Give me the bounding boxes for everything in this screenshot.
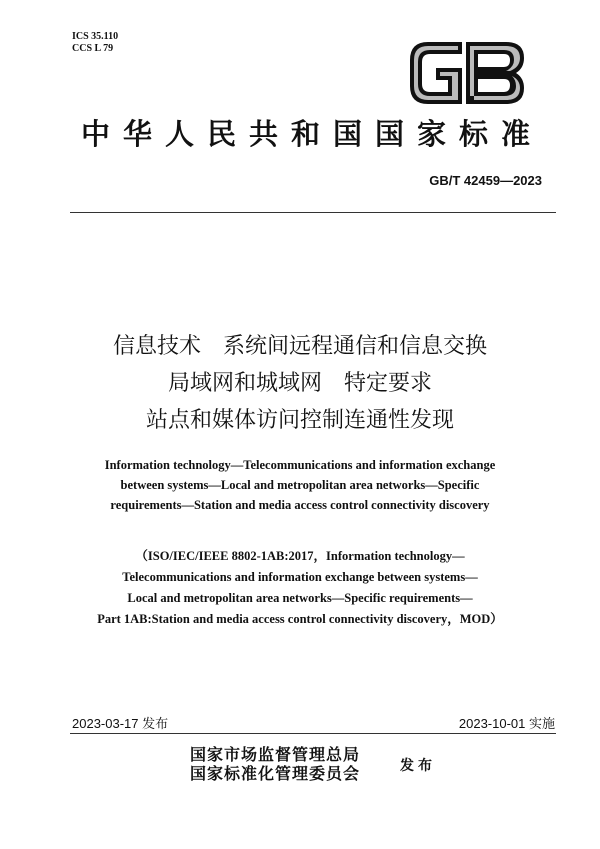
ccs-code: CCS L 79 (72, 43, 114, 54)
ics-code: ICS 35.110 (72, 31, 119, 42)
title-english (0, 455, 600, 515)
title-cn-line: 局域网和城域网 特定要求 (167, 371, 432, 396)
publish-label: 发布 (400, 758, 436, 774)
title-chinese (0, 328, 600, 439)
standard-number: GB/T 42459—2023 (429, 173, 542, 188)
adoption-line: （ISO/IEC/IEEE 8802-1AB:2017，Information technology— (135, 549, 465, 563)
title-en-line: requirements—Station and media access control connectivity discovery (110, 498, 490, 512)
publishers (190, 745, 360, 783)
implementation-date: 2023-10-01 实施 (458, 716, 555, 731)
adoption-line: Part 1AB:Station and media access control connectivity discovery，MOD） (97, 612, 503, 626)
gb-logo (406, 38, 528, 108)
issue-date: 2023-03-17 发布 (72, 716, 169, 731)
national-standard-heading: 中华人民共和国国家标准 (80, 117, 543, 151)
bottom-divider (70, 733, 556, 734)
title-cn-line: 信息技术 系统间远程通信和信息交换 (112, 334, 487, 359)
classification-codes (72, 31, 118, 55)
title-en-line: between systems—Local and metropolitan area networks—Specific (120, 478, 480, 492)
publisher: 国家标准化管理委员会 (190, 764, 361, 783)
publisher: 国家市场监督管理总局 (190, 745, 361, 764)
top-divider (70, 212, 556, 213)
adoption-line: Telecommunications and information exchange between systems— (122, 570, 478, 584)
title-cn-line: 站点和媒体访问控制连通性发现 (145, 408, 454, 433)
title-en-line: Information technology—Telecommunications and information exchange (104, 458, 496, 472)
adoption-statement (0, 546, 600, 630)
adoption-line: Local and metropolitan area networks—Specific requirements— (127, 591, 473, 605)
